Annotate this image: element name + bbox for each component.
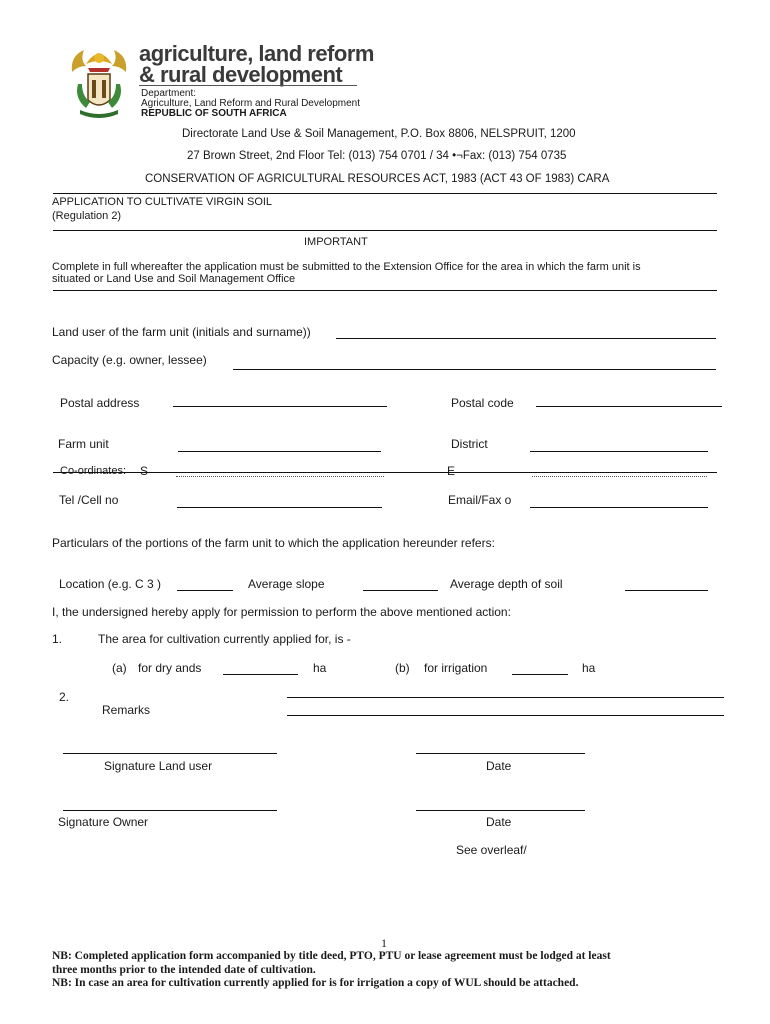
remarks-field-line1[interactable] [287, 697, 724, 698]
ha-unit-2: ha [582, 661, 596, 675]
nb2: NB: In case an area for cultivation currently applied for is for irrigation a copy of WUL should be attached. [52, 977, 579, 989]
signature-owner-label: Signature Owner [58, 815, 149, 829]
farm-unit-label: Farm unit [58, 437, 109, 451]
item-a-label: (a) [112, 661, 127, 675]
instruction-line2: situated or Land Use and Soil Management Office [52, 273, 296, 285]
date1-label: Date [486, 759, 512, 773]
postal-code-field[interactable] [536, 406, 722, 407]
item1-text: The area for cultivation currently applied for, is - [98, 632, 351, 646]
date1-line[interactable] [416, 753, 585, 754]
important-heading: IMPORTANT [304, 236, 368, 248]
coord-s-label: S [140, 464, 149, 478]
directorate-address: Directorate Land Use & Soil Management, P.O. Box 8806, NELSPRUIT, 1200 [182, 128, 576, 140]
postal-address-field[interactable] [173, 406, 387, 407]
nb1-line2: three months prior to the intended date of cultivation. [52, 964, 316, 976]
capacity-label: Capacity (e.g. owner, lessee) [52, 353, 207, 367]
coat-of-arms-logo [66, 44, 132, 120]
district-field[interactable] [530, 451, 708, 452]
dry-lands-label: for dry ands [138, 661, 202, 675]
logo-title-line1: agriculture, land reform [139, 41, 374, 66]
average-depth-label: Average depth of soil [450, 577, 563, 591]
rule-1 [53, 193, 717, 194]
see-overleaf: See overleaf/ [456, 843, 527, 857]
rule-2 [53, 230, 717, 231]
dept-label: Department: [141, 88, 197, 99]
signature-land-user-line[interactable] [63, 753, 277, 754]
location-label: Location (e.g. C 3 ) [59, 577, 162, 591]
rule-3 [53, 290, 717, 291]
undersigned-text: I, the undersigned hereby apply for permission to perform the above mentioned action: [52, 605, 511, 619]
irrigation-field[interactable] [512, 674, 568, 675]
item-b-label: (b) [395, 661, 410, 675]
location-field[interactable] [177, 590, 233, 591]
remarks-field-line2[interactable] [287, 715, 724, 716]
farm-unit-field[interactable] [178, 451, 381, 452]
coord-s-field[interactable] [176, 476, 384, 477]
capacity-field[interactable] [233, 369, 716, 370]
average-depth-field[interactable] [625, 590, 708, 591]
average-slope-label: Average slope [248, 577, 325, 591]
email-field[interactable] [530, 507, 708, 508]
street-address: 27 Brown Street, 2nd Floor Tel: (013) 754 0701 / 34 •¬Fax: (013) 754 0735 [187, 150, 567, 162]
average-slope-field[interactable] [363, 590, 438, 591]
land-user-field[interactable] [336, 338, 716, 339]
coordinates-label: Co-ordinates: [60, 465, 127, 477]
coord-e-label: E [447, 464, 456, 478]
logo-divider [139, 85, 357, 86]
coordinates-strike-line [53, 472, 717, 473]
dry-lands-field[interactable] [223, 674, 298, 675]
country-name: REPUBLIC OF SOUTH AFRICA [141, 108, 287, 119]
district-label: District [451, 437, 488, 451]
form-title: APPLICATION TO CULTIVATE VIRGIN SOIL [52, 196, 273, 208]
item2-number: 2. [59, 690, 70, 704]
tel-label: Tel /Cell no [59, 493, 119, 507]
postal-code-label: Postal code [451, 396, 514, 410]
nb1-line1: NB: Completed application form accompanied by title deed, PTO, PTU or lease agreement must be lodged at least [52, 950, 611, 962]
date2-label: Date [486, 815, 512, 829]
instruction-line1: Complete in full whereafter the application must be submitted to the Extension Office for the area in which the farm unit is [52, 261, 641, 273]
postal-address-label: Postal address [60, 396, 140, 410]
page-number: 1 [381, 936, 387, 950]
ha-unit-1: ha [313, 661, 327, 675]
act-title: CONSERVATION OF AGRICULTURAL RESOURCES ACT, 1983 (ACT 43 OF 1983) CARA [145, 173, 610, 185]
coord-e-field[interactable] [532, 476, 707, 477]
date2-line[interactable] [416, 810, 585, 811]
regulation: (Regulation 2) [52, 210, 122, 222]
logo-title-line2: & rural development [139, 62, 343, 87]
email-label: Email/Fax o [448, 493, 512, 507]
particulars-text: Particulars of the portions of the farm unit to which the application hereunder refers: [52, 536, 495, 550]
tel-field[interactable] [177, 507, 382, 508]
signature-land-user-label: Signature Land user [104, 759, 213, 773]
dept-name: Agriculture, Land Reform and Rural Development [141, 98, 360, 109]
irrigation-label: for irrigation [424, 661, 488, 675]
land-user-label: Land user of the farm unit (initials and surname)) [52, 325, 311, 339]
signature-owner-line[interactable] [63, 810, 277, 811]
item1-number: 1. [52, 632, 63, 646]
remarks-label: Remarks [102, 703, 151, 717]
